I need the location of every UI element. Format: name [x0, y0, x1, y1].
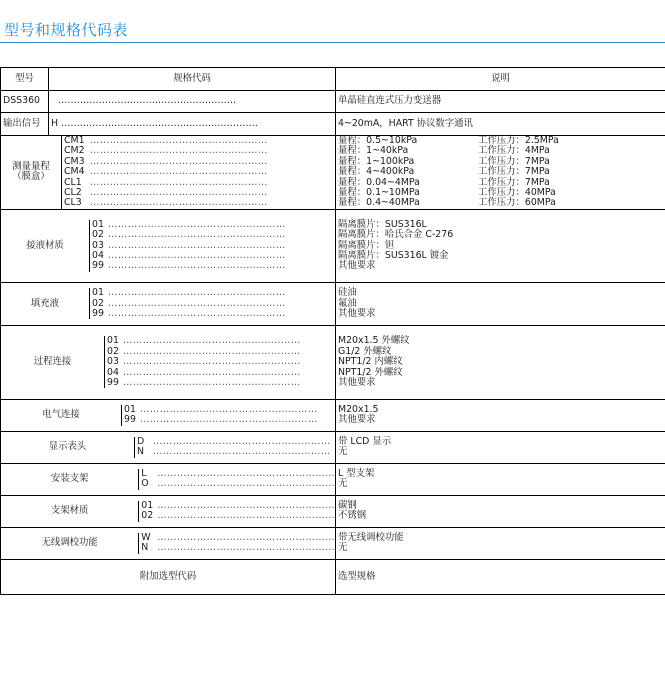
row-desc	[336, 91, 665, 113]
spec-table	[0, 67, 665, 595]
desc-text: 无	[338, 446, 348, 458]
code-value: N	[137, 446, 145, 458]
desc-text: 量程：0.04~4MPa	[338, 176, 420, 188]
desc-text: 隔离膜片：哈氏合金 C-276	[338, 229, 454, 241]
desc-text: 隔离膜片：钽	[338, 239, 395, 251]
row-spec	[1, 209, 336, 282]
desc-line	[338, 198, 665, 208]
row-name: 接液材质	[26, 239, 64, 251]
row-spec	[1, 282, 336, 325]
leader-dots: ………………………………………………	[153, 446, 331, 458]
desc-pressure: 工作压力：60MPa	[478, 197, 556, 209]
desc-text: 其他要求	[338, 308, 376, 320]
desc-text: 隔离膜片：SUS316L	[338, 218, 427, 230]
row-spec	[1, 399, 336, 431]
row-name: 填充液	[30, 297, 60, 309]
row-spec	[1, 431, 336, 463]
desc-text: 其他要求	[338, 376, 376, 388]
code-value: 02	[107, 345, 119, 357]
code-list	[89, 220, 286, 272]
code-list	[121, 405, 318, 426]
code-value: 01	[107, 335, 119, 347]
desc-line	[338, 96, 665, 106]
code-item	[107, 378, 301, 388]
desc-text: G1/2 外螺纹	[338, 345, 392, 357]
desc-line	[338, 368, 665, 378]
leader-dots: ………………………………………………	[140, 403, 318, 415]
header-row	[1, 68, 665, 91]
desc-line	[338, 357, 665, 367]
title-divider	[0, 42, 665, 43]
desc-text: 隔离膜片：SUS316L 镀金	[338, 250, 449, 262]
desc-line	[338, 261, 665, 271]
row-spec	[1, 559, 336, 594]
row-name: 附加选型代码	[139, 570, 197, 582]
code-value: 03	[107, 356, 119, 368]
code-value: 99	[124, 414, 136, 426]
leader-dots: ………………………………………………	[157, 478, 335, 490]
desc-text: 硅油	[338, 287, 357, 299]
code-value: 02	[92, 229, 104, 241]
code-item	[141, 543, 335, 553]
desc-pressure: 工作压力：40MPa	[478, 187, 556, 199]
desc-text: 带 LCD 显示	[338, 435, 392, 447]
row-spec	[1, 495, 336, 527]
code-value: L	[141, 467, 147, 479]
spec-row	[1, 136, 665, 210]
desc-text: 单晶硅直连式压力变送器	[338, 95, 442, 107]
row-name: 输出信号	[1, 113, 49, 136]
row-desc	[336, 463, 665, 495]
code-value: 02	[92, 297, 104, 309]
leader-dots: ………………………………………………	[157, 510, 335, 522]
code-value: CL3	[64, 197, 82, 209]
code-value: N	[141, 542, 149, 554]
desc-text: 碳钢	[338, 499, 357, 511]
code-value: CM4	[64, 166, 85, 178]
row-desc	[336, 325, 665, 399]
row-name: 显示表头	[48, 441, 87, 453]
desc-line	[338, 501, 665, 511]
desc-line	[338, 533, 665, 543]
desc-line	[338, 572, 665, 582]
header-model: 型号	[1, 68, 49, 91]
row-name: DSS360	[1, 91, 49, 113]
code-value: CL1	[64, 176, 82, 188]
row-desc	[336, 495, 665, 527]
code-value: W	[141, 531, 151, 543]
leader-dots: ………………………………………………	[157, 542, 335, 554]
desc-text: 量程：1~40kPa	[338, 145, 409, 157]
row-spec	[1, 136, 336, 210]
desc-text: 4~20mA，HART 协议数字通讯	[338, 117, 473, 129]
row-name: 电气连接	[42, 409, 80, 421]
row-desc	[336, 282, 665, 325]
leader-dots: ………………………………………………	[108, 239, 286, 251]
row-name: 安装支架	[50, 473, 89, 485]
spec-row	[1, 527, 665, 559]
desc-pressure: 工作压力：4MPa	[478, 145, 550, 157]
leader-dots: ………………………………………………	[108, 308, 286, 320]
leader-dots: ………………………………………………	[90, 155, 268, 167]
desc-line	[338, 479, 665, 489]
code-item	[64, 198, 268, 208]
desc-line	[338, 447, 665, 457]
code-list	[138, 469, 335, 490]
code-value: 01	[141, 499, 154, 511]
leader-dots: ………………………………………………	[140, 414, 318, 426]
row-name: 支架材质	[50, 505, 89, 517]
code-item	[141, 511, 335, 521]
row-desc	[336, 209, 665, 282]
desc-line	[338, 543, 665, 553]
code-list	[61, 136, 268, 209]
code-value: 01	[124, 403, 136, 415]
code-value: 04	[107, 366, 119, 378]
leader-dots: ………………………………………………	[123, 366, 301, 378]
leader-dots: ………………………………………………	[108, 229, 286, 241]
code-value: 02	[141, 510, 154, 522]
header-code: 规格代码	[49, 68, 336, 91]
row-name: 无线调校功能	[41, 537, 98, 549]
leader-dots: ………………………………………………	[157, 531, 335, 543]
leader-dots: ………………………………………………	[108, 260, 286, 272]
spec-row	[1, 399, 665, 431]
leader-dots: ………………………………………………	[108, 287, 286, 299]
desc-text: 量程：0.1~10MPa	[338, 187, 420, 199]
row-desc	[336, 136, 665, 210]
spec-row	[1, 495, 665, 527]
code-item	[137, 447, 331, 457]
leader-dots: ………………………………………………	[123, 345, 301, 357]
desc-pressure: 工作压力：7MPa	[478, 166, 550, 178]
desc-text: 带无线调校功能	[338, 531, 404, 543]
desc-text: 其他要求	[338, 260, 376, 272]
desc-line	[338, 119, 665, 129]
spec-row	[1, 431, 665, 463]
leader-dots: ………………………………………………	[90, 187, 268, 199]
desc-pressure: 工作压力：2.5MPa	[478, 135, 559, 146]
desc-text: NPT1/2 外螺纹	[338, 366, 403, 378]
leader-dots: ………………………………………………	[123, 356, 301, 368]
code-value: CL2	[64, 187, 82, 199]
leader-dots: ………………………………………………	[108, 297, 286, 309]
desc-text: 不锈钢	[338, 510, 367, 522]
code-value: 01	[92, 218, 104, 230]
row-desc	[336, 431, 665, 463]
header-desc: 说明	[336, 68, 665, 91]
code-list	[138, 501, 335, 522]
desc-line	[338, 405, 665, 415]
spec-row	[1, 209, 665, 282]
code-item	[92, 261, 286, 271]
leader-dots: ………………………………………………	[108, 250, 286, 262]
desc-text: M20x1.5	[338, 403, 379, 415]
desc-line	[338, 251, 665, 261]
code-value: 01	[92, 287, 104, 299]
code-value: O	[141, 478, 149, 490]
desc-text: NPT1/2 内螺纹	[338, 356, 403, 368]
code-value: D	[137, 435, 145, 447]
code-value: 99	[107, 376, 119, 388]
code-list	[138, 533, 335, 554]
desc-text: 量程：0.5~10kPa	[338, 135, 418, 146]
leader-dots: ………………………………………………	[90, 197, 268, 209]
desc-text: M20x1.5 外螺纹	[338, 335, 410, 347]
desc-text: L 型支架	[338, 467, 375, 479]
leader-dots: ………………………………………………	[90, 176, 268, 188]
code-value: CM1	[64, 135, 85, 146]
code-value: 04	[92, 250, 104, 262]
leader-dots: ………………………………………………	[123, 335, 301, 347]
desc-text: 无	[338, 542, 348, 554]
desc-line	[338, 511, 665, 521]
desc-line	[338, 437, 665, 447]
code-list	[89, 288, 286, 319]
leader-dots: ………………………………………………	[123, 376, 301, 388]
desc-pressure: 工作压力：7MPa	[478, 176, 550, 188]
code-item	[92, 309, 286, 319]
desc-line	[338, 378, 665, 388]
code-value: CM2	[64, 145, 85, 157]
desc-text: 其他要求	[338, 414, 376, 426]
desc-line	[338, 415, 665, 425]
desc-line	[338, 309, 665, 319]
desc-text: 氟油	[338, 297, 357, 309]
spec-row	[1, 559, 665, 594]
row-desc	[336, 399, 665, 431]
row-spec	[1, 527, 336, 559]
desc-text: 量程：4~400kPa	[338, 166, 415, 178]
leader-dots: ………………………………………………	[90, 166, 268, 178]
leader-dots: ………………………………………………	[157, 499, 335, 511]
leader-dots: ………………………………………………	[153, 435, 331, 447]
desc-text: 无	[338, 478, 348, 490]
page-title: 型号和规格代码表	[4, 21, 129, 39]
code-value: 99	[92, 260, 104, 272]
row-spec	[1, 325, 336, 399]
spec-row	[1, 463, 665, 495]
code-list	[134, 437, 331, 458]
row-desc	[336, 113, 665, 136]
leader-dots: ………………………………………………	[90, 145, 268, 157]
row-code: H ………………………………………………………	[49, 113, 336, 136]
desc-pressure: 工作压力：7MPa	[478, 155, 550, 167]
leader-dots: ………………………………………………	[90, 135, 268, 146]
desc-text: 量程：0.4~40MPa	[338, 197, 420, 209]
desc-text: 选型规格	[338, 570, 376, 582]
desc-line	[338, 469, 665, 479]
spec-row	[1, 325, 665, 399]
spec-row	[1, 113, 665, 136]
desc-line	[338, 299, 665, 309]
code-value: CM3	[64, 155, 85, 167]
code-item	[141, 479, 335, 489]
leader-dots: ………………………………………………	[157, 467, 335, 479]
row-spec	[1, 463, 336, 495]
desc-line	[338, 288, 665, 298]
code-value: 99	[92, 308, 104, 320]
row-desc	[336, 559, 665, 594]
row-desc	[336, 527, 665, 559]
row-code: …………………………………………………	[49, 91, 336, 113]
spec-row	[1, 282, 665, 325]
spec-row	[1, 91, 665, 113]
code-value: 03	[92, 239, 104, 251]
code-item	[124, 415, 318, 425]
code-list	[104, 336, 301, 388]
row-name: 过程连接	[33, 356, 72, 368]
row-name: 测量量程 （膜盒）	[12, 161, 50, 183]
leader-dots: ………………………………………………	[108, 218, 286, 230]
desc-text: 量程：1~100kPa	[338, 155, 415, 167]
